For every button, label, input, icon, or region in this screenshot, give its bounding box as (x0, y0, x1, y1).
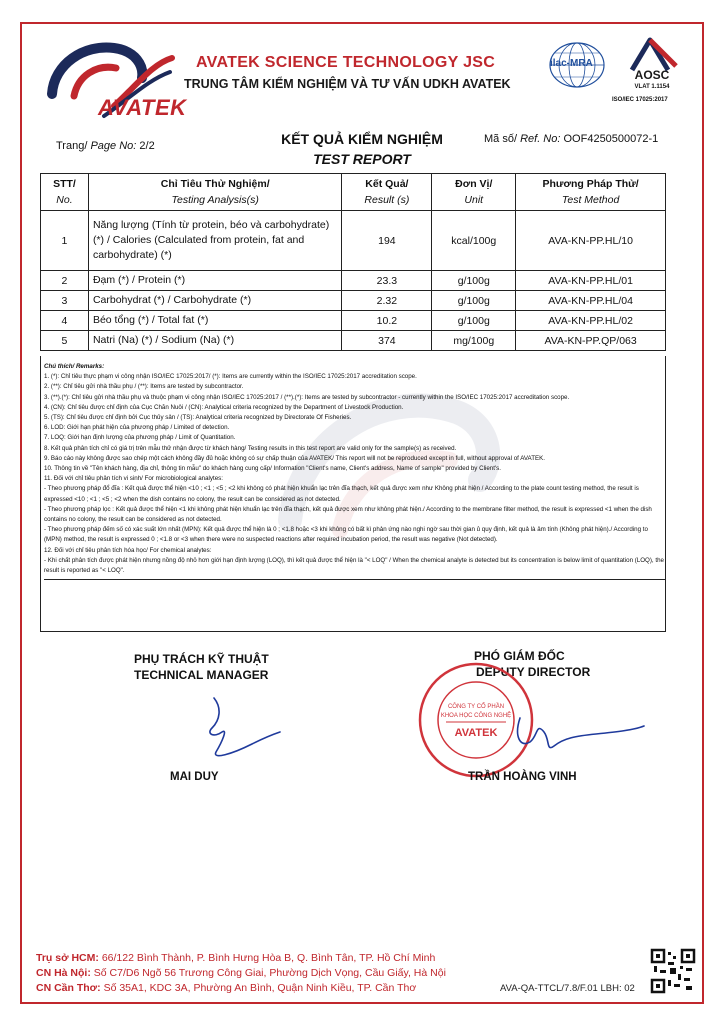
remark-line: 4. (CN): Chỉ tiêu được chỉ định của Cục Chăn Nuôi / (CN): Analytical criteria recognized by the Department of Livestock Production. (44, 403, 404, 411)
qr-code-icon (650, 948, 696, 994)
footer-hcm: Trụ sở HCM: 66/122 Bình Thành, P. Bình Hưng Hòa B, Q. Bình Tân, TP. Hồ Chí Minh (36, 952, 436, 964)
cell-method: AVA-KN-PP.HL/04 (516, 291, 666, 311)
cell-unit: g/100g (432, 271, 516, 291)
header-unit: Đơn Vị/ Unit (432, 174, 516, 211)
remark-line: 5. (TS): Chỉ tiêu được chỉ định bởi Cục thủy sản / (TS): Analytical criteria recognized by Directorate Of Fisheries. (44, 414, 352, 422)
remark-line: 8. Kết quả phân tích chỉ có giá trị trên mẫu thử nhận được từ khách hàng/ Testing results in this test report are valid only for the sample(s) as received. (44, 444, 457, 452)
signature-technical-manager (192, 694, 282, 764)
cell-unit: mg/100g (432, 331, 516, 351)
deputy-director-title-en: DEPUTY DIRECTOR (476, 665, 591, 679)
cell-result: 194 (342, 211, 432, 271)
header-result: Kết Quả/ Result (s) (342, 174, 432, 211)
deputy-director-name: TRẦN HOÀNG VINH (468, 771, 577, 783)
table-row (41, 331, 666, 351)
svg-text:KHOA HỌC CÔNG NGHỆ: KHOA HỌC CÔNG NGHỆ (440, 713, 512, 719)
remark-line: - Khi chất phân tích được phát hiện nhưng nồng độ nhỏ hơn giới hạn định lượng (LOQ), thì kết quả được thể hiện là "< LOQ" / When the chemical analyte is detected but its concentration is below limit of quantitation (LOQ), the result is reported as "< LOQ". (44, 556, 664, 575)
remarks-heading: Chú thích/ Remarks: (44, 363, 105, 370)
cell-no: 5 (41, 331, 89, 351)
cell-analysis: Năng lượng (Tính từ protein, béo và carbohydrate) (*) / Calories (Calculated from protein, fat and carbohydrate) (*) (88, 211, 342, 271)
company-name: AVATEK SCIENCE TECHNOLOGY JSC (196, 54, 496, 71)
cell-unit: g/100g (432, 311, 516, 331)
table-row (41, 311, 666, 331)
header-analysis: Chỉ Tiêu Thử Nghiệm/ Testing Analysis(s) (88, 174, 342, 211)
cell-method: AVA-KN-PP.HL/02 (516, 311, 666, 331)
report-title-vn: KẾT QUẢ KIỂM NGHIỆM (281, 131, 443, 147)
cell-method: AVA-KN-PP.HL/10 (516, 211, 666, 271)
company-subtitle: TRUNG TÂM KIỂM NGHIỆM VÀ TƯ VẤN UDKH AVATEK (184, 77, 511, 91)
cell-result: 23.3 (342, 271, 432, 291)
cell-no: 4 (41, 311, 89, 331)
remark-line: 10. Thông tin về "Tên khách hàng, địa chỉ, thông tin mẫu" do khách hàng cung cấp/ Information "Client's name, Client's address, Name of sample" provided by Client's. (44, 465, 501, 473)
page-number: Trang/ Page No: 2/2 (56, 140, 155, 152)
form-code: AVA-QA-TTCL/7.8/F.01 LBH: 02 (500, 983, 635, 994)
technical-manager-name: MAI DUY (170, 771, 219, 783)
remark-line: 7. LOQ: Giới hạn định lượng của phương pháp / Limit of Quantitation. (44, 434, 236, 442)
cell-analysis: Béo tổng (*) / Total fat (*) (88, 311, 342, 331)
cell-no: 3 (41, 291, 89, 311)
cell-method: AVA-KN-PP.QP/063 (516, 331, 666, 351)
cell-analysis: Đạm (*) / Protein (*) (88, 271, 342, 291)
footer-cantho: CN Cần Thơ: Số 35A1, KDC 3A, Phường An Bình, Quận Ninh Kiều, TP. Cần Thơ (36, 982, 417, 994)
logo-text: AVATEK (98, 95, 187, 120)
deputy-director-title-vn: PHÓ GIÁM ĐỐC (474, 649, 565, 663)
cell-result: 10.2 (342, 311, 432, 331)
report-title-en: TEST REPORT (313, 151, 411, 167)
table-row (41, 211, 666, 271)
cell-result: 2.32 (342, 291, 432, 311)
footer-hanoi: CN Hà Nội: Số C7/D6 Ngõ 56 Trương Công Giai, Phường Dịch Vọng, Cầu Giấy, Hà Nội (36, 967, 446, 979)
signature-deputy-director (506, 712, 646, 762)
remark-line: 1. (*): Chỉ tiêu thực phạm vi công nhận ISO/IEC 17025:2017/ (*): Items are currently within the ISO/IEC 17025:2017 accreditation scope. (44, 373, 417, 381)
reference-number: Mã số/ Ref. No: OOF4250500072-1 (484, 133, 659, 145)
cell-analysis: Carbohydrat (*) / Carbohydrate (*) (88, 291, 342, 311)
ilac-label: ilac-MRA (550, 58, 593, 69)
remark-line: 9. Báo cáo này không được sao chép một cách không đầy đủ hoặc không có sự chấp thuận của AVATEK/ This report will not be reproduced except in full, without approval of AVATEK. (44, 454, 545, 462)
header-method: Phương Pháp Thử/ Test Method (516, 174, 666, 211)
remark-line: - Theo phương pháp lọc : Kết quả được thể hiện <1 khi không phát hiện khuẩn lạc trên đĩa thạch, kết quả được xem như không phát hiện./ According to the membrane filter method, the result is expressed <1 when the dish contains no colony, the result can be considered as not detected. (44, 505, 652, 524)
technical-manager-title-vn: PHỤ TRÁCH KỸ THUẬT (134, 652, 269, 666)
aosc-vlat: VLAT 1.1154 (634, 84, 670, 90)
cell-unit: kcal/100g (432, 211, 516, 271)
table-row (41, 271, 666, 291)
remark-line: - Theo phương pháp đếm số có xác suất lớn nhất (MPN): Kết quả được thể hiện là 0 ; <1.8 hoặc <3 khi không có bất kì phản ứng nào nghi ngờ sau thời gian ủ quy định, kết quả là âm tính (Không phát hiện)./ According to (MPN) method, the result is expressed 0 ; <1.8 or <3 when there were no suspected reactions after required incubation period, the result was negative (Not detected). (44, 526, 648, 544)
table-row (41, 291, 666, 311)
cell-method: AVA-KN-PP.HL/01 (516, 271, 666, 291)
cell-unit: g/100g (432, 291, 516, 311)
results-table (40, 173, 666, 351)
remarks-section (44, 362, 666, 580)
svg-text:CÔNG TY CỔ PHẦN: CÔNG TY CỔ PHẦN (447, 704, 505, 710)
svg-text:AVATEK: AVATEK (454, 727, 498, 739)
footer-addresses (36, 951, 446, 996)
header-no: STT/ No. (41, 174, 89, 211)
cell-no: 2 (41, 271, 89, 291)
aosc-iso: ISO/IEC 17025:2017 (612, 97, 668, 103)
table-header-row (41, 174, 666, 211)
remark-line: 3. (**).(*): Chỉ tiêu gửi nhà thầu phụ và thuộc phạm vi công nhận ISO/IEC 17025:2017 / (**).(*): Items are tested by subcontractor - currently within the ISO/IEC 17025:2017 accreditation scope. (44, 393, 570, 401)
aosc-name: AOSC (634, 68, 670, 82)
remark-line: 6. LOD: Giới hạn phát hiện của phương pháp / Limited of detection. (44, 424, 230, 432)
cell-result: 374 (342, 331, 432, 351)
technical-manager-title-en: TECHNICAL MANAGER (134, 668, 269, 682)
remark-line: - Theo phương pháp đổ đĩa : Kết quả được thể hiện <10 ; <1 ; <5 ; <2 khi không có phát hiện khuẩn lạc trên đĩa thạch, kết quả được xem như Không phát hiện / According to the plate count testing method, the result is expressed <10 ; <1 ; <5 ; <2 when the dish contains no colony, the result can be considered as not detected. (44, 485, 639, 503)
cell-analysis: Natri (Na) (*) / Sodium (Na) (*) (88, 331, 342, 351)
cell-no: 1 (41, 211, 89, 271)
remark-line: 12. Đối với chỉ tiêu phân tích hóa học/ For chemical analytes: (44, 546, 212, 554)
remark-line: 11. Đối với chỉ tiêu phân tích vi sinh/ For microbiological analytes: (44, 475, 223, 483)
remark-line: 2. (**): Chỉ tiêu gửi nhà thầu phụ / (**): Items are tested by subcontractor. (44, 383, 244, 391)
